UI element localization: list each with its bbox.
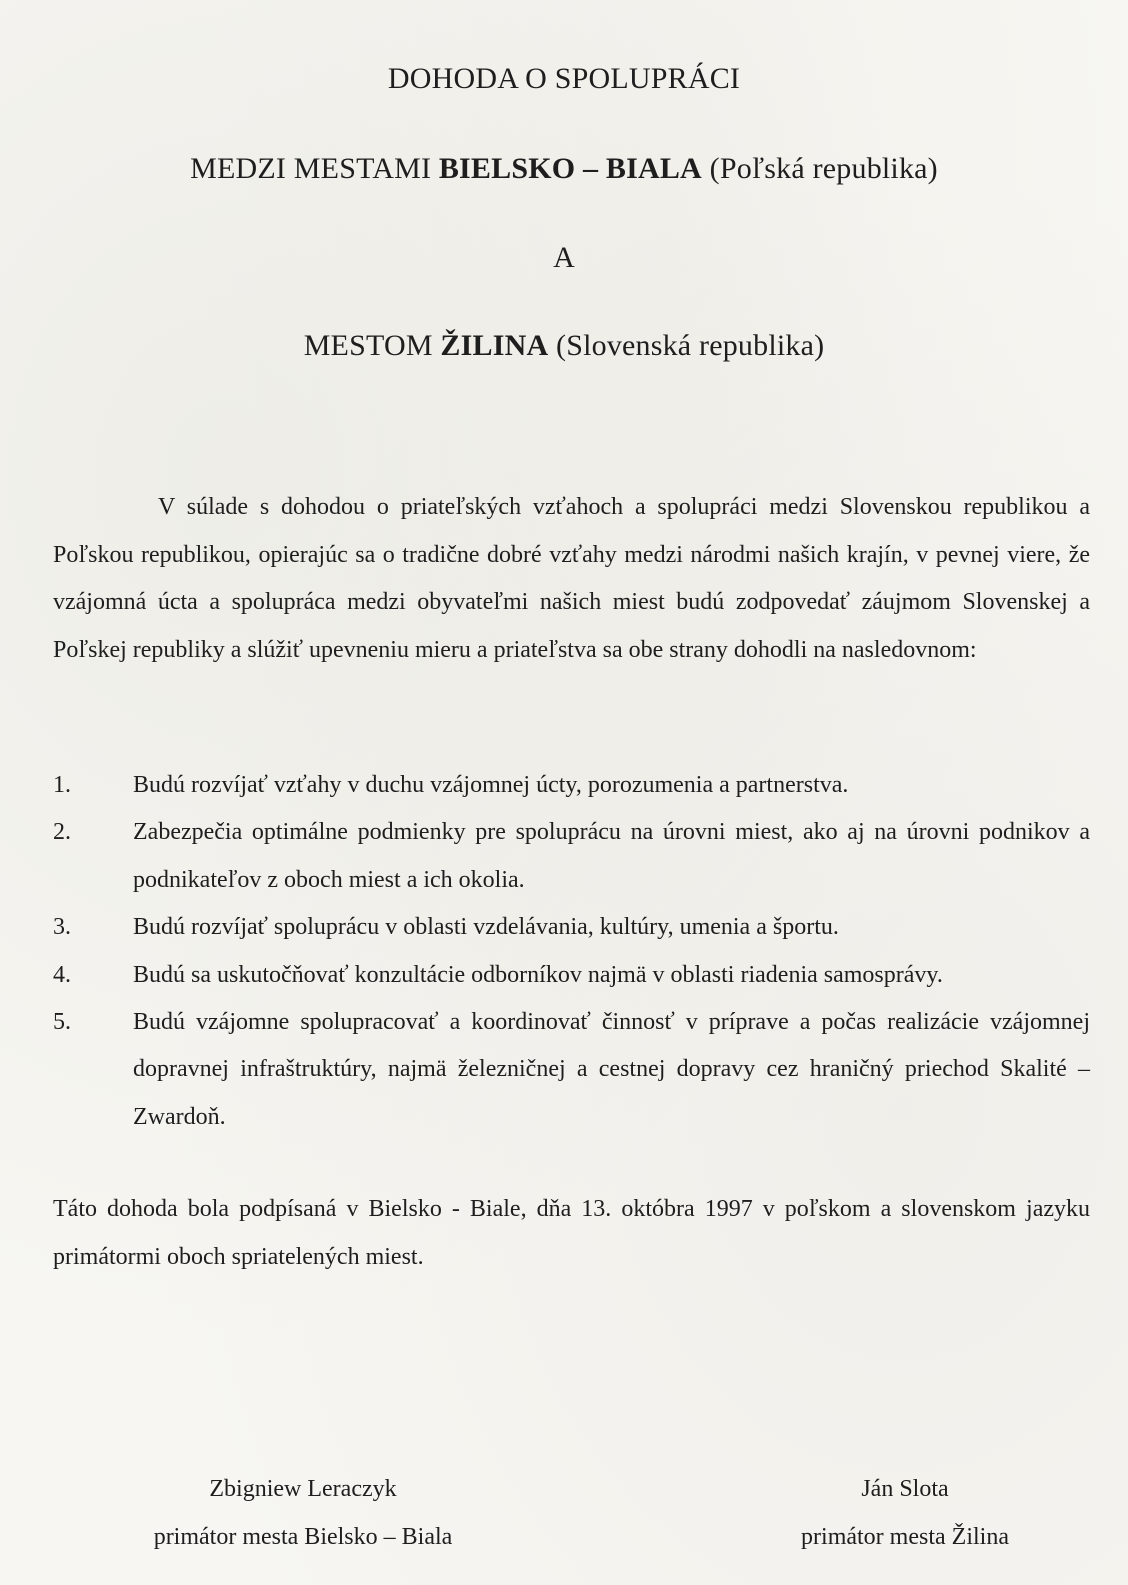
- item-number: 1.: [53, 772, 71, 798]
- title-line-2-prefix: MEDZI MESTAMI: [190, 152, 439, 185]
- list-item: [53, 952, 1090, 999]
- item-text: Budú vzájomne spolupracovať a koordinovať činnosť v príprave a počas realizácie vzájomnej dopravnej infraštruktúry, najmä železničnej a cestnej dopravy cez hraničný priechod Skalité – Zwardoň.: [133, 1009, 1090, 1130]
- document-title: [0, 62, 1128, 96]
- intro-paragraph: V súlade s dohodou o priateľských vzťahoch a spolupráci medzi Slovenskou republikou a Poľskou republikou, opierajúc sa o tradične dobré vzťahy medzi národmi našich krajín, v pevnej viere, že vzájomná úcta a spolupráca medzi obyvateľmi našich miest budú zodpovedať záujmom Slovenskej a Poľskej republiky a slúžiť upevneniu mieru a priateľstva sa obe strany dohodli na nasledovnom:: [53, 494, 1090, 663]
- item-text: Zabezpečia optimálne podmienky pre spoluprácu na úrovni miest, ako aj na úrovni podnikov a podnikateľov z oboch miest a ich okolia.: [133, 819, 1090, 893]
- item-number: 3.: [53, 914, 71, 941]
- item-number: 4.: [53, 961, 71, 988]
- title-conjunction: A: [553, 241, 575, 274]
- item-number: 2.: [53, 819, 71, 846]
- signatory-right: [780, 1465, 1030, 1561]
- list-item: [53, 904, 1090, 951]
- item-text: Budú sa uskutočňovať konzultácie odborníkov najmä v oblasti riadenia samosprávy.: [133, 961, 943, 988]
- title-line-4: [0, 329, 1128, 363]
- title-line-4-prefix: MESTOM: [303, 329, 441, 362]
- signatory-left-role: primátor mesta Bielsko – Biala: [153, 1524, 453, 1550]
- signatory-right-role: primátor mesta Žilina: [801, 1524, 1009, 1550]
- city-bielsko-biala: BIELSKO – BIALA: [438, 152, 702, 185]
- item-text: Budú rozvíjať spoluprácu v oblasti vzdelávania, kultúry, umenia a športu.: [133, 914, 839, 941]
- title-line-2-suffix: (Poľská republika): [701, 152, 938, 185]
- list-item: [53, 762, 1090, 809]
- list-item: [53, 809, 1090, 904]
- signatory-right-name: Ján Slota: [861, 1476, 949, 1502]
- city-zilina: ŽILINA: [440, 329, 549, 362]
- signatory-left: [133, 1465, 473, 1561]
- title-line-4-suffix: (Slovenská republika): [548, 329, 825, 362]
- item-number: 5.: [53, 1009, 71, 1036]
- title-line-3: [0, 241, 1128, 275]
- item-text: Budú rozvíjať vzťahy v duchu vzájomnej úcty, porozumenia a partnerstva.: [133, 772, 849, 798]
- closing-paragraph: Táto dohoda bola podpísaná v Bielsko - Biale, dňa 13. októbra 1997 v poľskom a slovenskom jazyku primátormi oboch spriatelených miest.: [53, 1196, 1090, 1270]
- signatory-left-name: Zbigniew Leraczyk: [209, 1476, 397, 1502]
- list-item: [53, 999, 1090, 1141]
- title-line-2: [0, 152, 1128, 186]
- agreement-items: [53, 762, 1090, 1141]
- title-line-1: DOHODA O SPOLUPRÁCI: [387, 62, 741, 95]
